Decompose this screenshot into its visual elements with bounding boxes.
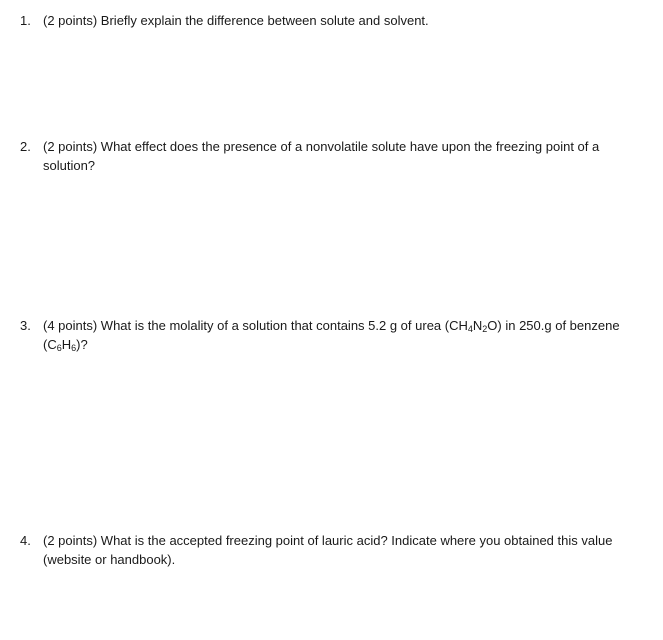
question-text: (2 points) Briefly explain the difference between solute and solvent. xyxy=(43,13,429,28)
question-text xyxy=(43,316,650,354)
question-text-part: H xyxy=(61,337,72,352)
subscript: 2 xyxy=(482,324,488,334)
question-4 xyxy=(20,531,650,569)
question-2 xyxy=(20,137,650,175)
question-text-part: (4 points) What is the molality of a solution that contains 5.2 g of urea (CH xyxy=(43,318,468,333)
question-text: (2 points) What effect does the presence of a nonvolatile solute have upon the freezing point of a solution? xyxy=(43,139,600,173)
question-3 xyxy=(20,316,650,354)
question-text-part: )? xyxy=(76,337,88,352)
question-number: 2. xyxy=(20,139,31,154)
subscript: 4 xyxy=(467,324,473,334)
question-text: (2 points) What is the accepted freezing point of lauric acid? Indicate where you obtained this value (website or handbook). xyxy=(43,533,613,567)
subscript: 6 xyxy=(71,343,77,353)
question-1 xyxy=(20,11,650,30)
question-number: 1. xyxy=(20,13,31,28)
subscript: 6 xyxy=(56,343,62,353)
question-text-part: O) in 250.g of benzene (C xyxy=(43,318,620,352)
question-number: 3. xyxy=(20,318,31,333)
question-number: 4. xyxy=(20,533,31,548)
question-text-part: N xyxy=(472,318,483,333)
